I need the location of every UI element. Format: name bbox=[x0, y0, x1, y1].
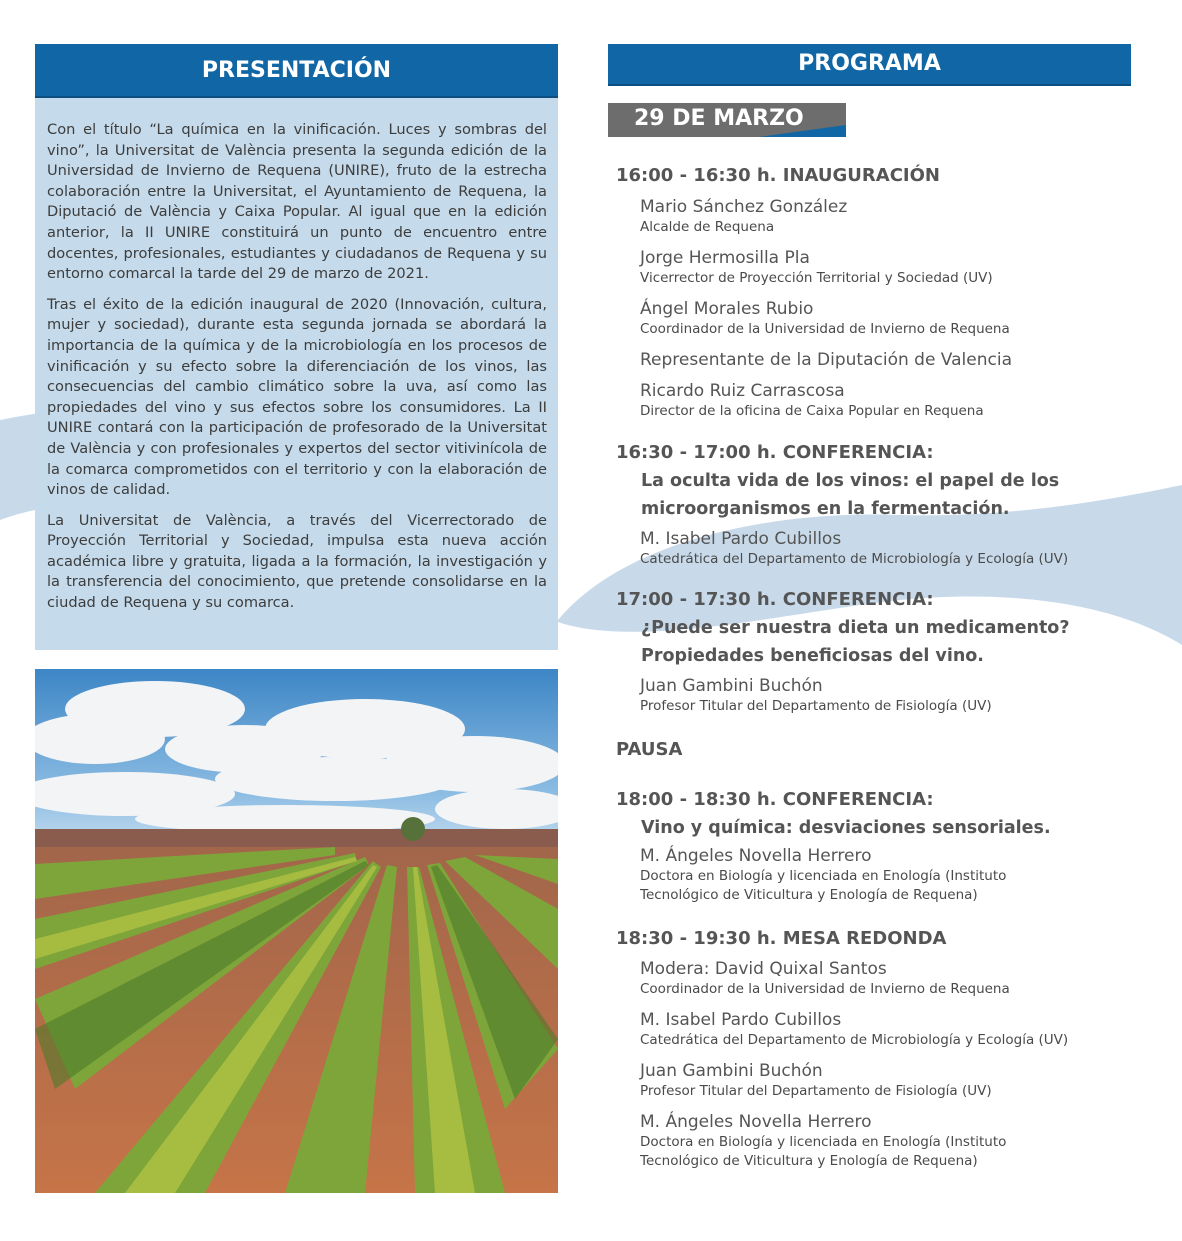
speaker bbox=[640, 845, 1146, 905]
speaker-name: M. Ángeles Novella Herrero bbox=[640, 846, 872, 866]
talk-title-line: Propiedades beneficiosas del vino. bbox=[641, 646, 984, 666]
speaker-role: Coordinador de la Universidad de Invierno de Requena bbox=[640, 321, 1010, 337]
slot-mesa-redonda bbox=[616, 927, 1146, 1171]
speaker-name: M. Isabel Pardo Cubillos bbox=[640, 529, 842, 549]
speaker bbox=[640, 958, 1146, 999]
talk-title-line: La oculta vida de los vinos: el papel de los bbox=[641, 471, 1060, 491]
speaker bbox=[640, 1060, 1146, 1101]
slot-conferencia bbox=[616, 588, 1146, 716]
speaker-role: Director de la oficina de Caixa Popular en Requena bbox=[640, 403, 984, 419]
speaker-role: Vicerrector de Proyección Territorial y Sociedad (UV) bbox=[640, 270, 993, 286]
speaker bbox=[640, 247, 1146, 288]
presentacion-panel bbox=[35, 44, 558, 650]
speaker-name: Representante de la Diputación de Valencia bbox=[640, 350, 1012, 370]
speaker-name: M. Ángeles Novella Herrero bbox=[640, 1112, 872, 1132]
speaker bbox=[640, 1111, 1146, 1171]
slot-heading: 18:00 - 18:30 h. CONFERENCIA: bbox=[616, 789, 934, 810]
slot-inauguracion bbox=[616, 164, 1146, 421]
date-label: 29 DE MARZO bbox=[634, 106, 804, 131]
speaker-name: Ricardo Ruiz Carrascosa bbox=[640, 381, 845, 401]
slot-heading: 16:30 - 17:00 h. CONFERENCIA: bbox=[616, 442, 934, 463]
speaker-name: M. Isabel Pardo Cubillos bbox=[640, 1010, 842, 1030]
speaker-name: Mario Sánchez González bbox=[640, 197, 848, 217]
speaker-name: Modera: David Quixal Santos bbox=[640, 959, 887, 979]
speaker-name: Jorge Hermosilla Pla bbox=[640, 248, 810, 268]
presentacion-title: PRESENTACIÓN bbox=[35, 44, 558, 98]
presentacion-paragraph: Con el título “La química en la vinificación. Luces y sombras del vino”, la Universitat de València presenta la segunda edición de la Universidad de Invierno de Requena (UNIRE), fruto de la estrecha colaboración entre la Universitat, el Ayuntamiento de Requena, la Diputació de València y Caixa Popular. Al igual que en la edición anterior, la II UNIRE constituirá un punto de encuentro entre docentes, profesionales, estudiantes y ciudadanos de Requena y su entorno comarcal la tarde del 29 de marzo de 2021. bbox=[47, 121, 547, 283]
speaker-role: Tecnológico de Viticultura y Enología de Requena) bbox=[640, 1153, 978, 1169]
speaker bbox=[640, 196, 1146, 237]
slot-heading: 16:00 - 16:30 h. INAUGURACIÓN bbox=[616, 165, 940, 186]
talk-title-line: microorganismos en la fermentación. bbox=[641, 499, 1010, 519]
programa-title: PROGRAMA bbox=[608, 44, 1131, 86]
talk-title-line: Vino y química: desviaciones sensoriales. bbox=[641, 818, 1051, 838]
speaker-role: Catedrática del Departamento de Microbiología y Ecología (UV) bbox=[640, 1032, 1069, 1048]
speaker-role: Catedrática del Departamento de Microbiología y Ecología (UV) bbox=[640, 551, 1069, 567]
presentacion-paragraph: Tras el éxito de la edición inaugural de 2020 (Innovación, cultura, mujer y sociedad), durante esta segunda jornada se abordará la importancia de la química y de la microbiología en los procesos de vinificación y su efecto sobre la diferenciación de los vinos, las consecuencias del cambio climático sobre la uva, así como las propiedades del vino y sus efectos sobre los consumidores. La II UNIRE contará con la participación de profesorado de la Universitat de València y con profesionales y expertos del sector vitivinícola de la comarca comprometidos con el territorio y con la elaboración de vinos de calidad. bbox=[47, 295, 547, 499]
talk-title bbox=[641, 467, 1146, 523]
pausa-label: PAUSA bbox=[616, 739, 683, 760]
speaker-role: Alcalde de Requena bbox=[640, 219, 775, 235]
slot-heading: 18:30 - 19:30 h. MESA REDONDA bbox=[616, 928, 947, 949]
slot-conferencia bbox=[616, 788, 1146, 905]
speaker-name: Ángel Morales Rubio bbox=[640, 299, 814, 319]
speaker bbox=[640, 528, 1146, 569]
speaker-role: Tecnológico de Viticultura y Enología de Requena) bbox=[640, 887, 978, 903]
presentacion-body bbox=[35, 98, 558, 614]
speaker bbox=[640, 1009, 1146, 1050]
talk-title bbox=[641, 614, 1146, 670]
speaker-name: Juan Gambini Buchón bbox=[640, 676, 823, 696]
slot-heading: 17:00 - 17:30 h. CONFERENCIA: bbox=[616, 589, 934, 610]
programa-list bbox=[616, 164, 1146, 1171]
talk-title-line: ¿Puede ser nuestra dieta un medicamento? bbox=[641, 618, 1070, 638]
speaker-role: Doctora en Biología y licenciada en Enología (Instituto bbox=[640, 1134, 1007, 1150]
slot-conferencia bbox=[616, 441, 1146, 569]
talk-title bbox=[641, 814, 1146, 842]
speaker-name: Juan Gambini Buchón bbox=[640, 1061, 823, 1081]
speaker-role: Profesor Titular del Departamento de Fisiología (UV) bbox=[640, 1083, 992, 1099]
speaker bbox=[640, 298, 1146, 339]
speaker bbox=[640, 380, 1146, 421]
speaker-role: Coordinador de la Universidad de Invierno de Requena bbox=[640, 981, 1010, 997]
speaker-role: Doctora en Biología y licenciada en Enología (Instituto bbox=[640, 868, 1007, 884]
date-tab bbox=[608, 103, 846, 137]
speaker bbox=[640, 675, 1146, 716]
speaker bbox=[640, 349, 1146, 371]
vineyard-photo bbox=[35, 669, 558, 1193]
speaker-role: Profesor Titular del Departamento de Fisiología (UV) bbox=[640, 698, 992, 714]
presentacion-paragraph: La Universitat de València, a través del Vicerrectorado de Proyección Territorial y Sociedad, impulsa esta nueva acción académica libre y gratuita, ligada a la formación, la investigación y la transferencia del conocimiento, que pretende consolidarse en la ciudad de Requena y su comarca. bbox=[47, 511, 547, 612]
